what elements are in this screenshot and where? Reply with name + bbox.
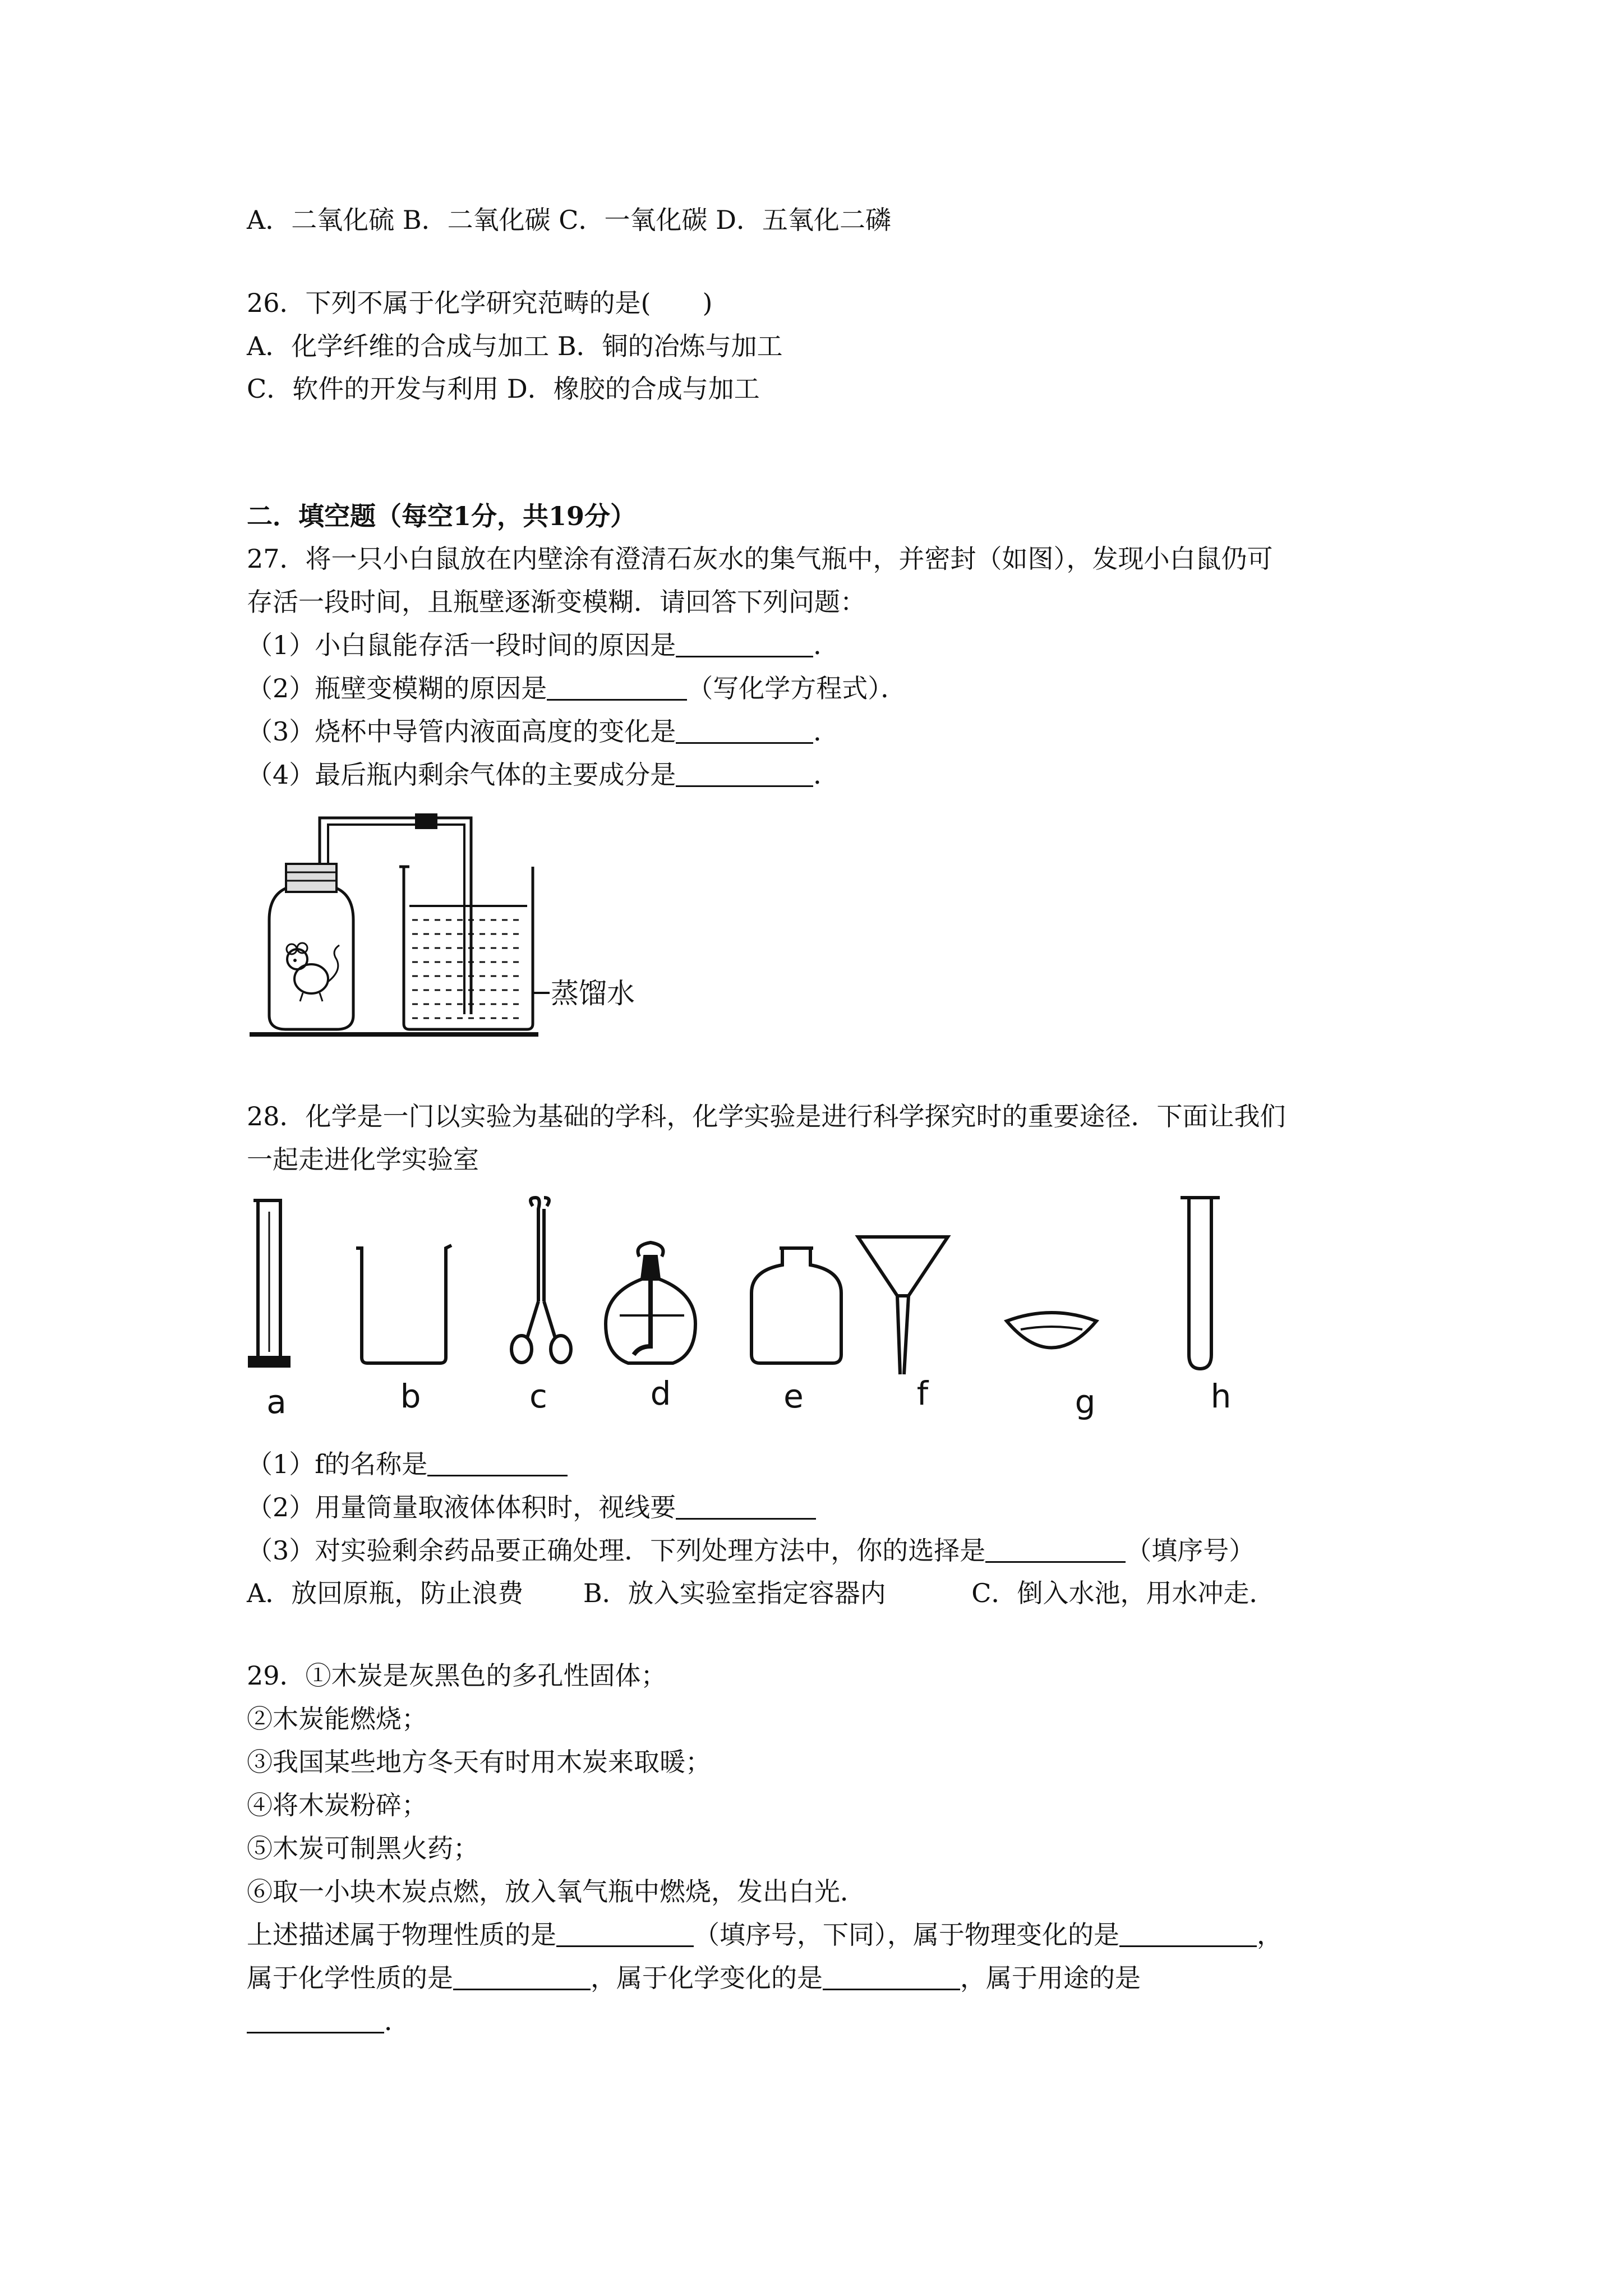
- q27-part3-end: ．: [813, 716, 840, 747]
- q29-statement-5: ⑤木炭可制黑火药；: [247, 1833, 479, 1864]
- apparatus-label-b: b: [400, 1377, 421, 1415]
- q27-part1-text: （1）小白鼠能存活一段时间的原因是: [247, 630, 676, 660]
- answer-blank[interactable]: [1119, 1921, 1257, 1947]
- q27-part2: [247, 671, 906, 705]
- apparatus-label-a: a: [266, 1383, 287, 1421]
- answer-blank[interactable]: [556, 1921, 694, 1947]
- q29-question-text: ，属于化学变化的是: [591, 1963, 823, 1993]
- q28-part1: [247, 1447, 568, 1481]
- q29-question-text: ，属于用途的是: [960, 1963, 1141, 1993]
- answer-blank[interactable]: [427, 1450, 568, 1476]
- q29-question-text: 属于化学性质的是: [247, 1963, 453, 1993]
- q28-part3: [247, 1534, 1255, 1567]
- connecting-tube: [320, 818, 471, 1014]
- q26-options-ab: A．化学纤维的合成与加工 B．铜的冶炼与加工: [247, 331, 783, 361]
- q29-question-line3: [247, 2004, 410, 2038]
- funnel-icon: [858, 1237, 948, 1374]
- q27-part4: [247, 758, 839, 792]
- figure-label-distilled-water: 蒸馏水: [551, 977, 635, 1010]
- q27-part1-end: ．: [813, 630, 840, 660]
- answer-blank[interactable]: [985, 1536, 1126, 1563]
- graduated-cylinder-icon: [250, 1200, 289, 1366]
- q28-options: A．放回原瓶，防止浪费 B．放入实验室指定容器内 C．倒入水池，用水冲走．: [247, 1578, 1275, 1608]
- crucible-tongs-icon: [511, 1198, 571, 1363]
- q27-part4-end: ．: [813, 760, 840, 790]
- q29-statement-4: ④将木炭粉碎；: [247, 1790, 427, 1820]
- q28-stem-line2: 一起走进化学实验室: [247, 1144, 479, 1175]
- mouse-jar-figure: [247, 808, 651, 1043]
- q29-question-text: ，: [1257, 1920, 1283, 1950]
- apparatus-label-h: h: [1210, 1377, 1232, 1415]
- reagent-bottle-icon: [751, 1248, 841, 1363]
- section-title: 二．填空题（每空1分，共19分）: [247, 501, 637, 531]
- q28-part1-text: （1）f的名称是: [247, 1449, 428, 1479]
- answer-blank[interactable]: [823, 1964, 960, 1990]
- q27-part3: [247, 715, 839, 748]
- test-tube-icon: [1181, 1198, 1220, 1369]
- answer-blank[interactable]: [247, 2007, 384, 2033]
- q27-stem-line2: 存活一段时间，且瓶壁逐渐变模糊．请回答下列问题：: [247, 587, 866, 617]
- q27-part2-text: （2）瓶壁变模糊的原因是: [247, 673, 547, 703]
- q27-part4-text: （4）最后瓶内剩余气体的主要成分是: [247, 760, 676, 790]
- q29-question-text: 上述描述属于物理性质的是: [247, 1920, 556, 1950]
- answer-blank[interactable]: [676, 761, 813, 787]
- water-level: [409, 906, 527, 1018]
- q25-options: A．二氧化硫 B．二氧化碳 C．一氧化碳 D．五氧化二磷: [247, 205, 891, 235]
- tube-joint: [415, 813, 437, 829]
- answer-blank[interactable]: [676, 1493, 816, 1520]
- q27-stem-line1: 27．将一只小白鼠放在内壁涂有澄清石灰水的集气瓶中，并密封（如图），发现小白鼠仍可: [247, 544, 1273, 574]
- apparatus-label-e: e: [783, 1377, 804, 1415]
- apparatus-label-g: g: [1075, 1383, 1096, 1421]
- apparatus-label-d: d: [650, 1374, 671, 1412]
- mouse-icon: [287, 943, 339, 1001]
- q29-statement-1: 29．①木炭是灰黑色的多孔性固体；: [247, 1660, 667, 1691]
- q27-part2-end: （写化学方程式）．: [687, 673, 907, 703]
- q28-part3-end: （填序号）: [1126, 1535, 1255, 1566]
- q27-part3-text: （3）烧杯中导管内液面高度的变化是: [247, 716, 676, 747]
- q26-options-cd: C．软件的开发与利用 D．橡胶的合成与加工: [247, 374, 760, 404]
- q29-statement-3: ③我国某些地方冬天有时用木炭来取暖；: [247, 1747, 711, 1777]
- answer-blank[interactable]: [453, 1964, 591, 1990]
- q29-question-line2: [247, 1961, 1141, 1995]
- alcohol-lamp-icon: [606, 1243, 695, 1363]
- answer-blank[interactable]: [676, 631, 813, 657]
- q28-stem-line1: 28．化学是一门以实验为基础的学科，化学实验是进行科学探究时的重要途径．下面让我们: [247, 1101, 1286, 1131]
- stopper-icon: [286, 864, 336, 892]
- q29-statement-6: ⑥取一小块木炭点燃，放入氧气瓶中燃烧，发出白光．: [247, 1876, 866, 1907]
- q29-statement-2: ②木炭能燃烧；: [247, 1704, 427, 1734]
- evaporating-dish-icon: [1007, 1313, 1096, 1348]
- q28-part3-text: （3）对实验剩余药品要正确处理．下列处理方法中，你的选择是: [247, 1535, 986, 1566]
- answer-blank[interactable]: [676, 717, 813, 744]
- answer-blank[interactable]: [547, 674, 687, 701]
- apparatus-label-f: f: [916, 1374, 929, 1412]
- gas-jar-icon: [269, 886, 353, 1029]
- apparatus-label-c: c: [529, 1377, 547, 1415]
- q27-part1: [247, 628, 839, 662]
- q26-stem: 26．下列不属于化学研究范畴的是( ): [247, 288, 713, 318]
- q29-question-line1: [247, 1918, 1283, 1952]
- q28-part2-text: （2）用量筒量取液体体积时，视线要: [247, 1492, 676, 1522]
- q29-question-end: ．: [384, 2006, 410, 2036]
- q29-question-text: （填序号，下同），属于物理变化的是: [694, 1920, 1119, 1950]
- q28-part2: [247, 1490, 816, 1524]
- beaker-icon: [356, 1245, 451, 1363]
